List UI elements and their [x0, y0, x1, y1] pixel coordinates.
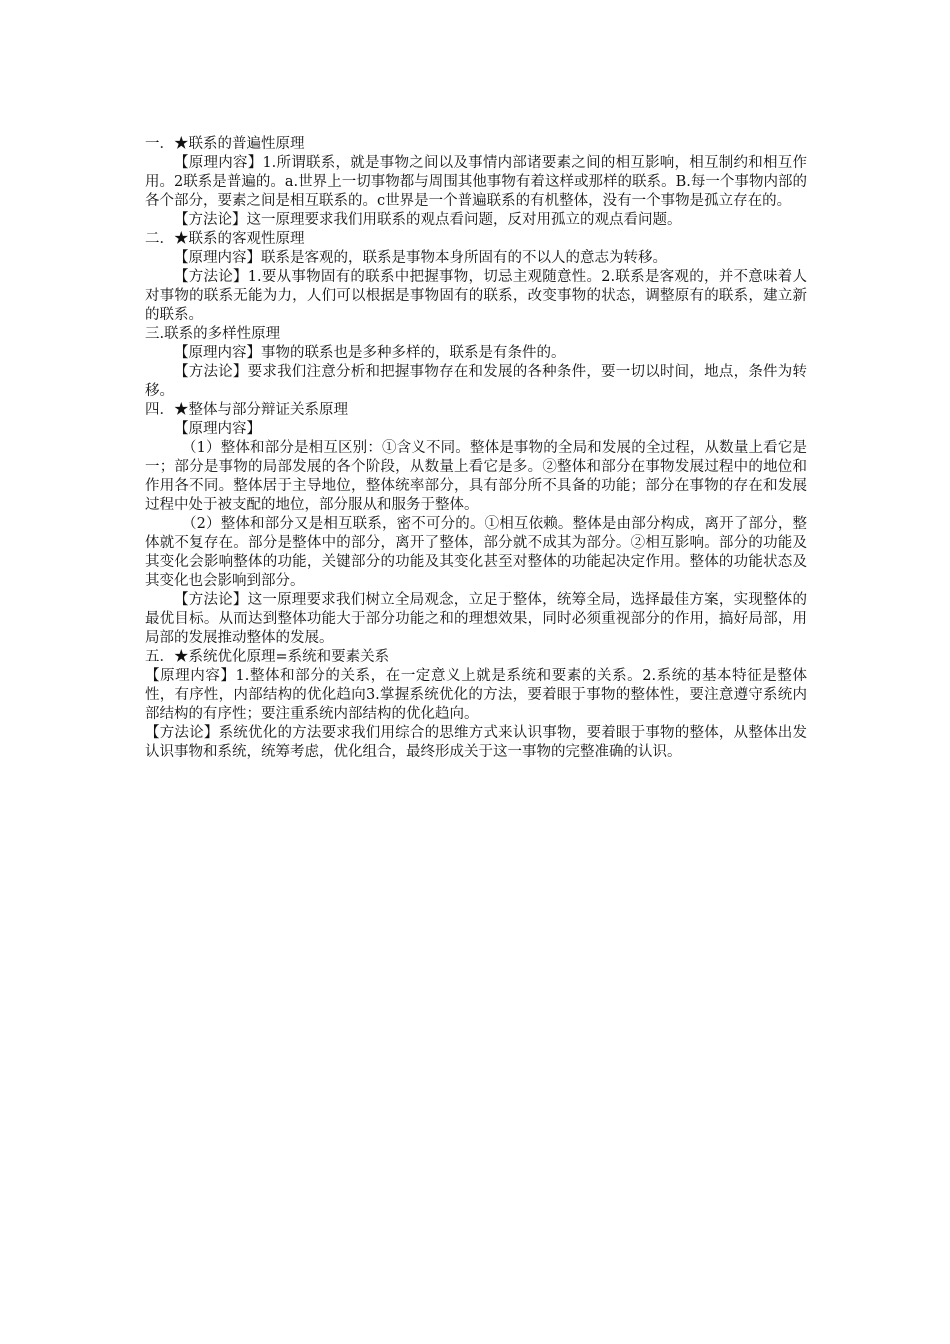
- paragraph-method-3: 【方法论】要求我们注意分析和把握事物存在和发展的各种条件，要一切以时间，地点，条件为转移。: [145, 364, 807, 399]
- paragraph-principle-1: 【原理内容】1.所谓联系，就是事物之间以及事情内部诸要素之间的相互影响，相互制约和相互作用。2联系是普遍的。a.世界上一切事物都与周围其他事物有着这样或那样的联系。B.每一个事物内部的各个部分，要素之间是相互联系的。c世界是一个普遍联系的有机整体，没有一个事物是孤立存在的。: [145, 155, 807, 209]
- paragraph-principle-2: 【原理内容】联系是客观的，联系是事物本身所固有的不以人的意志为转移。: [174, 250, 667, 266]
- paragraph-principle-3: 【原理内容】事物的联系也是多种多样的，联系是有条件的。: [174, 345, 566, 361]
- paragraph-method-5: 【方法论】系统优化的方法要求我们用综合的思维方式来认识事物，要着眼于事物的整体，从整体出发认识事物和系统，统筹考虑，优化组合，最终形成关于这一事物的完整准确的认识。: [145, 725, 807, 760]
- paragraph-principle-label-4: 【原理内容】: [174, 421, 261, 437]
- section-heading-5: 五．★系统优化原理=系统和要素关系: [145, 649, 390, 665]
- paragraph-method-4: 【方法论】这一原理要求我们树立全局观念，立足于整体，统筹全局，选择最佳方案，实现整体的最优目标。从而达到整体功能大于部分功能之和的理想效果，同时必须重视部分的作用，搞好局部，用局部的发展推动整体的发展。: [145, 592, 807, 646]
- paragraph-method-1: 【方法论】这一原理要求我们用联系的观点看问题，反对用孤立的观点看问题。: [174, 212, 682, 228]
- section-heading-1: 一．★联系的普遍性原理: [145, 136, 305, 152]
- paragraph-method-2: 【方法论】1.要从事物固有的联系中把握事物，切忌主观随意性。2.联系是客观的，并不意味着人对事物的联系无能为力，人们可以根据是事物固有的联系，改变事物的状态，调整原有的联系，建立新的联系。: [145, 269, 807, 323]
- section-heading-2: 二．★联系的客观性原理: [145, 231, 305, 247]
- section-heading-3: 三.联系的多样性原理: [145, 326, 281, 342]
- document-page: [145, 135, 807, 762]
- paragraph-difference-4: （1）整体和部分是相互区别：①含义不同。整体是事物的全局和发展的全过程，从数量上看它是一；部分是事物的局部发展的各个阶段，从数量上看它是多。②整体和部分在事物发展过程中的地位和作用各不同。整体居于主导地位，整体统率部分，具有部分所不具备的功能；部分在事物的存在和发展过程中处于被支配的地位，部分服从和服务于整体。: [145, 440, 807, 513]
- paragraph-principle-5: 【原理内容】1.整体和部分的关系，在一定意义上就是系统和要素的关系。2.系统的基本特征是整体性，有序性，内部结构的优化趋向3.掌握系统优化的方法，要着眼于事物的整体性，要注意遵守系统内部结构的有序性；要注重系统内部结构的优化趋向。: [145, 668, 807, 722]
- section-heading-4: 四．★整体与部分辩证关系原理: [145, 402, 348, 418]
- paragraph-connection-4: （2）整体和部分又是相互联系，密不可分的。①相互依赖。整体是由部分构成，离开了部分，整体就不复存在。部分是整体中的部分，离开了整体，部分就不成其为部分。②相互影响。部分的功能及其变化会影响整体的功能，关键部分的功能及其变化甚至对整体的功能起决定作用。整体的功能状态及其变化也会影响到部分。: [145, 516, 807, 589]
